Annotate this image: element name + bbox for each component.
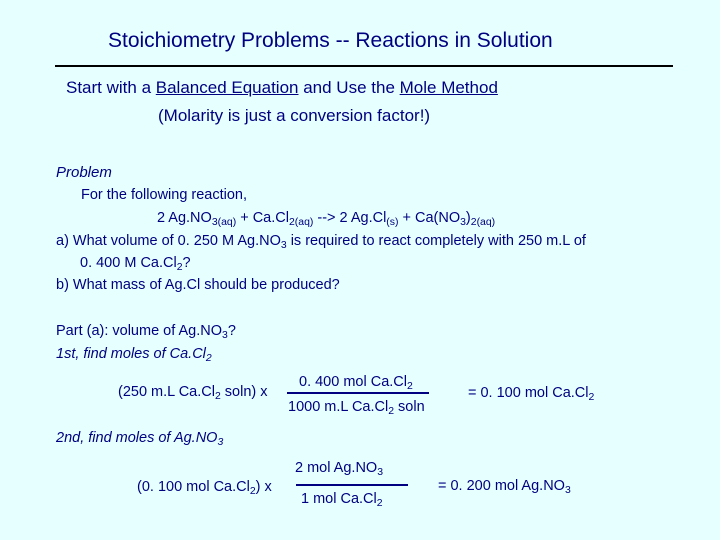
question-a-line-1: a) What volume of 0. 250 M $Ag.NO_3$ is required to react completely with 250 m.L of [56, 233, 586, 252]
calc1-result: = 0. 100 mol $Ca.Cl_2$ [468, 385, 595, 404]
calc1-fraction-bar [287, 392, 429, 394]
subtitle-line-1: Start with a Balanced Equation and Use the Mole Method [66, 78, 498, 97]
question-a-line-2: 0. 400 M $Ca.Cl_2$? [80, 255, 191, 274]
calc2-left: (0. 100 mol $Ca.Cl_2$) x [137, 479, 272, 498]
step-1-label: 1st, find moles of $Ca.Cl_2$ [56, 346, 212, 365]
question-b: b) What mass of Ag.Cl should be produced? [56, 277, 340, 293]
calc2-numerator: 2 mol $Ag.NO_3$ [295, 460, 384, 479]
balanced-equation-link: Balanced Equation [155, 78, 299, 97]
slide-title: Stoichiometry Problems -- Reactions in Solution [108, 29, 553, 52]
calc2-fraction-bar [296, 484, 408, 486]
calc1-denominator: 1000 m.L $Ca.Cl_2$ soln [288, 399, 425, 418]
problem-heading: Problem [56, 164, 112, 181]
problem-intro: For the following reaction, [81, 187, 248, 203]
part-a-heading: Part (a): volume of $Ag.NO_3$? [56, 323, 236, 342]
title-divider [55, 65, 673, 67]
calc1-numerator: 0. 400 mol $Ca.Cl_2$ [299, 374, 413, 393]
calc2-result: = 0. 200 mol $Ag.NO_3$ [438, 478, 571, 497]
calc2-denominator: 1 mol $Ca.Cl_2$ [301, 491, 383, 510]
mole-method-link: Mole Method [399, 78, 498, 97]
step-2-label: 2nd, find moles of $Ag.NO_3$ [56, 430, 224, 449]
reaction-equation: 2 $Ag.NO_{3(aq)} + Ca.Cl_{2(aq)}$ --> 2 $Ag.Cl_{(s)} + Ca(NO_3)_{2(aq)}$ [157, 210, 496, 229]
subtitle-line-2: (Molarity is just a conversion factor!) [158, 106, 431, 125]
calc1-left: (250 m.L $Ca.Cl_2$ soln) x [118, 384, 268, 403]
